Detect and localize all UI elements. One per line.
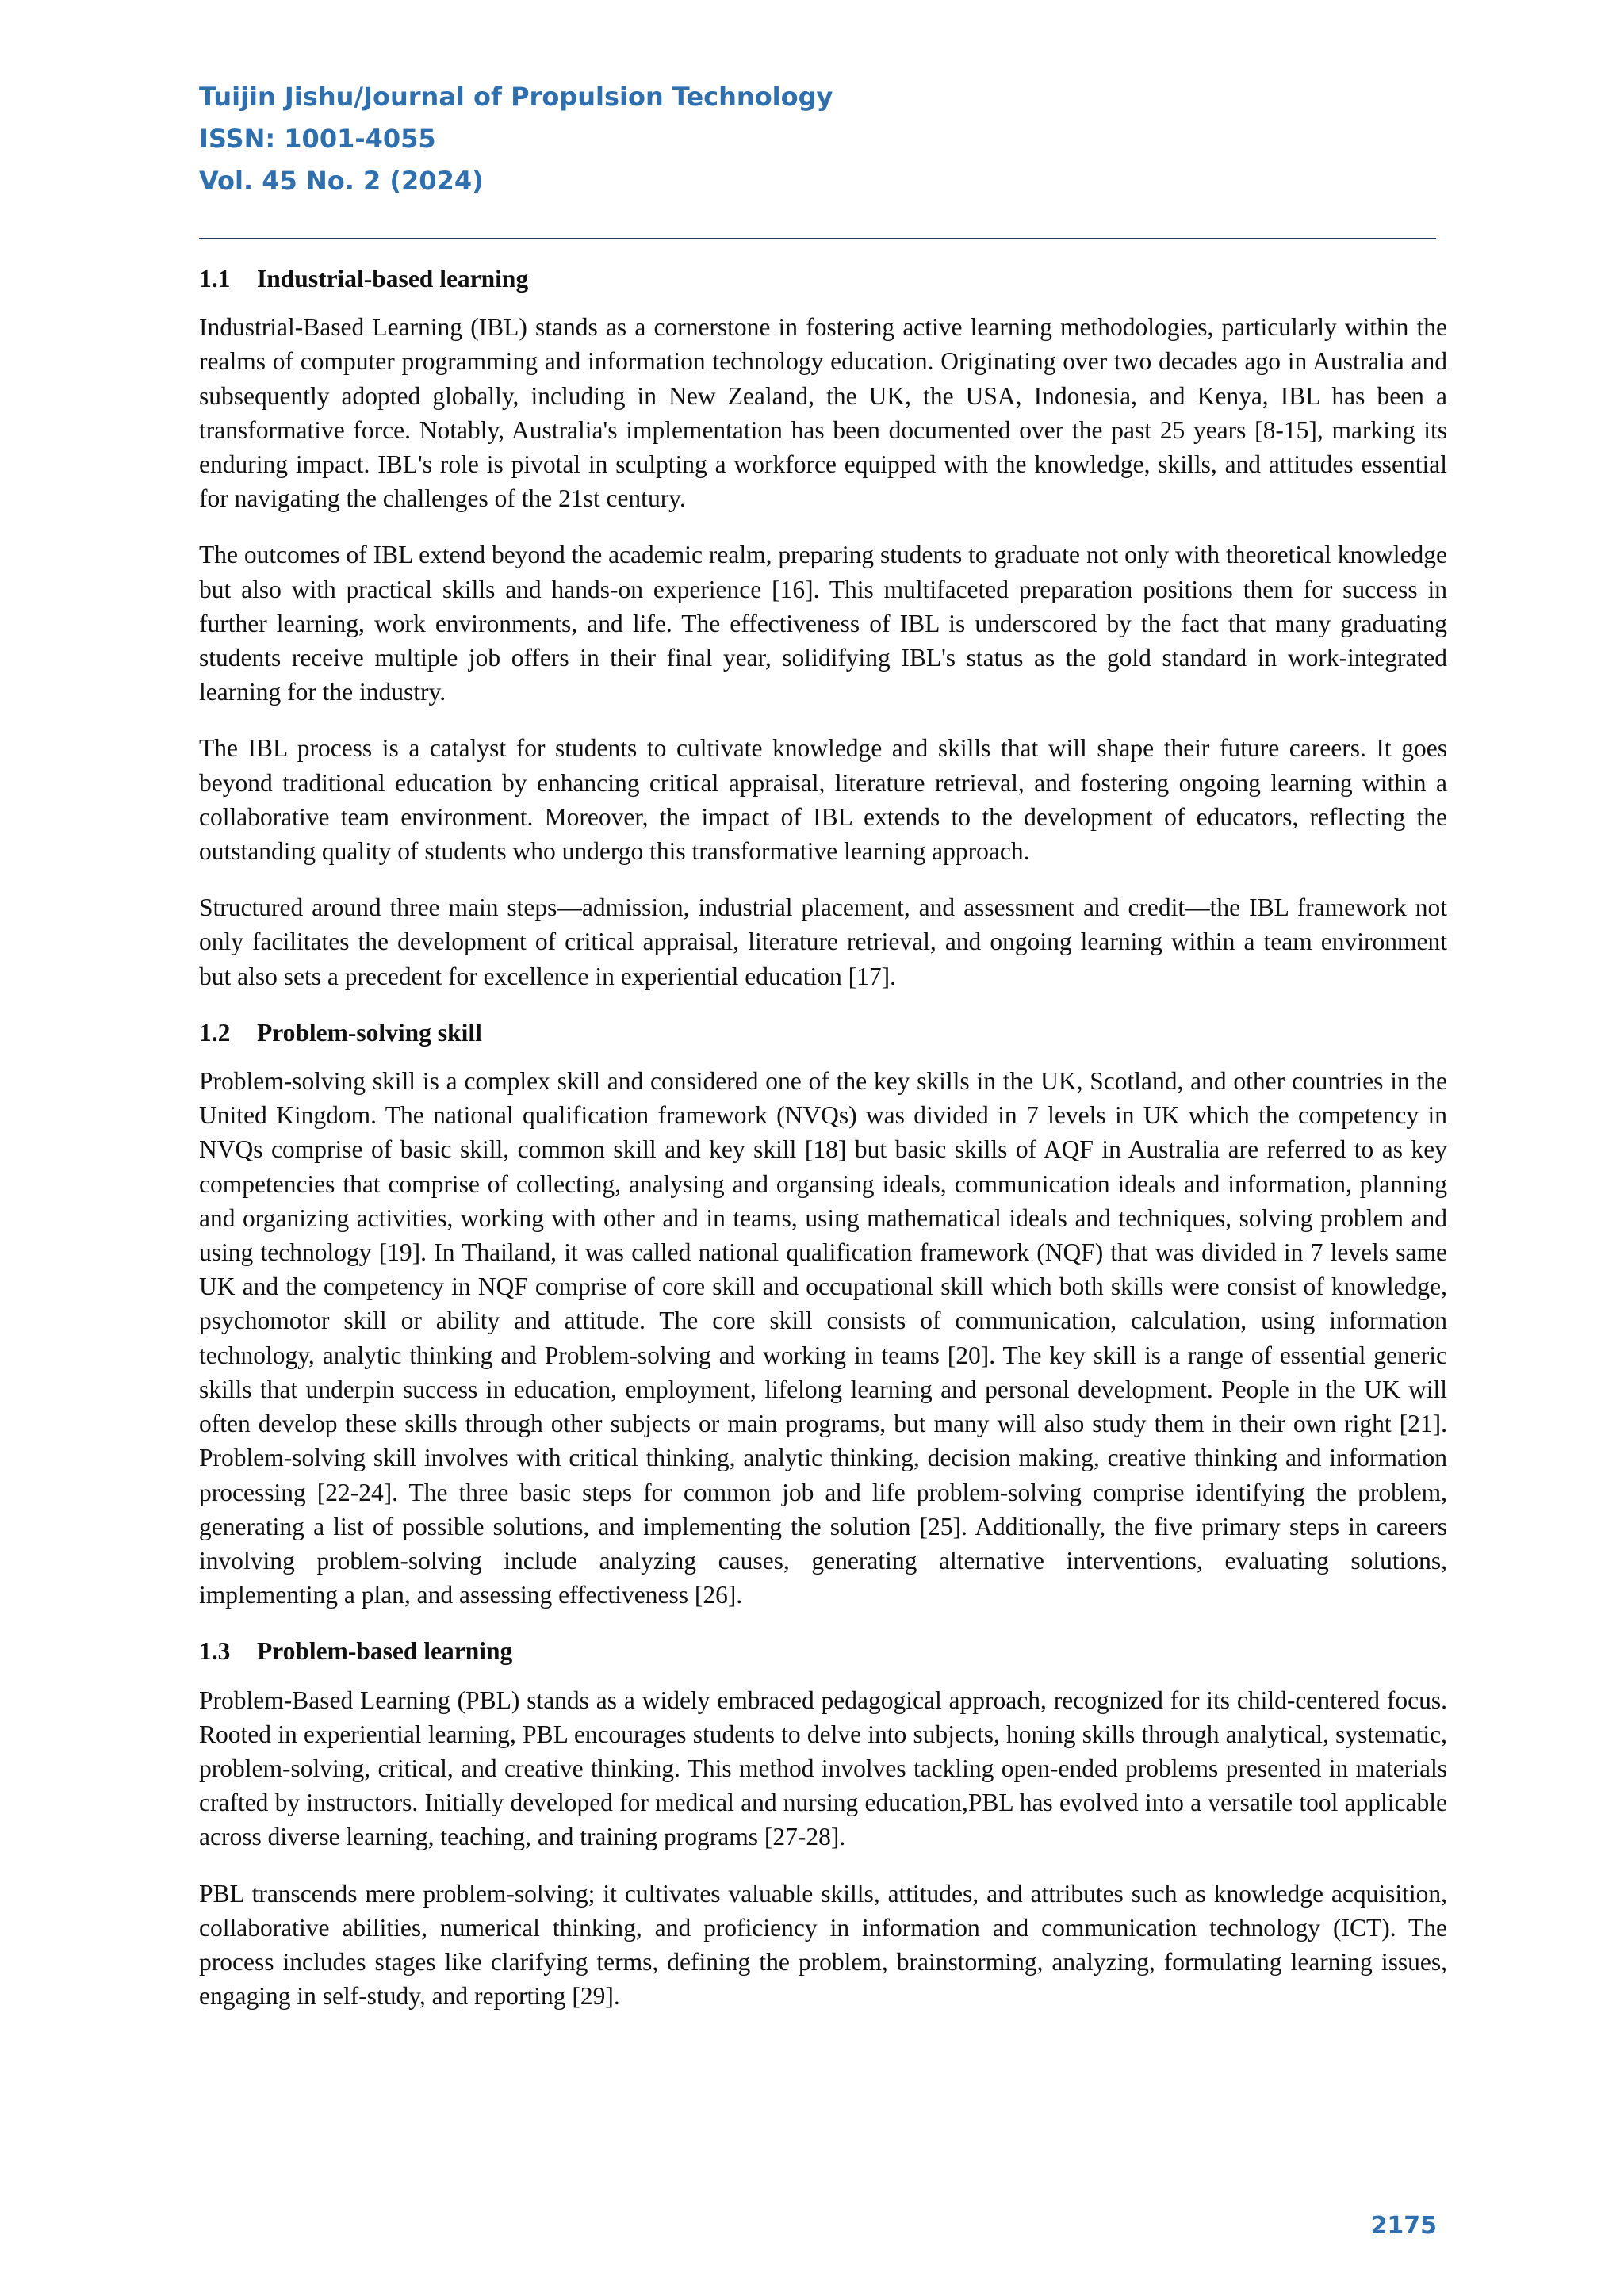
paragraph: PBL transcends mere problem-solving; it cultivates valuable skills, attitudes, and attributes such as knowledge acquisition, collaborative abilities, numerical thinking, and proficiency in information and communication technology (ICT). The process includes stages like clarifying terms, defining the problem, brainstorming, analyzing, formulating learning issues, engaging in self-study, and reporting [29]. — [199, 1879, 1447, 2011]
section-number: 1.1 — [199, 265, 231, 293]
page-number: 2175 — [1370, 2212, 1437, 2240]
journal-volume: Vol. 45 No. 2 (2024) — [199, 166, 484, 196]
section-title: Industrial-based learning — [257, 265, 529, 293]
section-title: Problem-solving skill — [257, 1018, 482, 1047]
header-divider — [199, 238, 1436, 239]
section-number: 1.3 — [199, 1637, 231, 1666]
article-body — [199, 262, 1447, 2035]
journal-title: Tuijin Jishu/Journal of Propulsion Technology — [199, 82, 833, 112]
section-heading-1-1 — [199, 262, 1447, 296]
paragraph: Industrial-Based Learning (IBL) stands as a cornerstone in fostering active learning methodologies, particularly within the realms of computer programming and information technology education. Originating over two decades ago in Australia and subsequently adopted globally, including in New Zealand, the UK, the USA, Indonesia, and Kenya, IBL has been a transformative force. Notably, Australia's implementation has been documented over the past 25 years [8-15], marking its enduring impact. IBL's role is pivotal in sculpting a workforce equipped with the knowledge, skills, and attitudes essential for navigating the challenges of the 21st century. — [199, 313, 1447, 513]
journal-header — [199, 76, 1436, 202]
paragraph: Structured around three main steps—admission, industrial placement, and assessment and credit—the IBL framework not only facilitates the development of critical appraisal, literature retrieval, and ongoing learning within a team environment but also sets a precedent for excellence in experiential education [17]. — [199, 894, 1447, 990]
section-number: 1.2 — [199, 1018, 231, 1047]
paragraph: The outcomes of IBL extend beyond the academic realm, preparing students to graduate not only with theoretical knowledge but also with practical skills and hands-on experience [16]. This multifaceted preparation positions them for success in further learning, work environments, and life. The effectiveness of IBL is underscored by the fact that many graduating students receive multiple job offers in their final year, solidifying IBL's status as the gold standard in work-integrated learning for the industry. — [199, 541, 1447, 706]
section-heading-1-3 — [199, 1634, 1447, 1668]
paragraph: Problem-Based Learning (PBL) stands as a widely embraced pedagogical approach, recognized for its child-centered focus. Rooted in experiential learning, PBL encourages students to delve into subjects, honing skills through analytical, systematic, problem-solving, critical, and creative thinking. This method involves tackling open-ended problems presented in materials crafted by instructors. Initially developed for medical and nursing education,PBL has evolved into a versatile tool applicable across diverse learning, teaching, and training programs [27-28]. — [199, 1686, 1447, 1851]
paragraph: The IBL process is a catalyst for students to cultivate knowledge and skills that will shape their future careers. It goes beyond traditional education by enhancing critical appraisal, literature retrieval, and fostering ongoing learning within a collaborative team environment. Moreover, the impact of IBL extends to the development of educators, reflecting the outstanding quality of students who undergo this transformative learning approach. — [199, 734, 1447, 866]
journal-issn: ISSN: 1001-4055 — [199, 124, 436, 154]
paragraph: Problem-solving skill is a complex skill and considered one of the key skills in the UK, Scotland, and other countries in the United Kingdom. The national qualification framework (NVQs) was divided in 7 levels in UK which the competency in NVQs comprise of basic skill, common skill and key skill [18] but basic skills of AQF in Australia are referred to as key competencies that comprise of collecting, analysing and organsing ideals, communication ideals and information, planning and organizing activities, working with other and in teams, using mathematical ideals and techniques, solving problem and using technology [19]. In Thailand, it was called national qualification framework (NQF) that was divided in 7 levels same UK and the competency in NQF comprise of core skill and occupational skill which both skills were consist of knowledge, psychomotor skill or ability and attitude. The core skill consists of communication, calculation, using information technology, analytic thinking and Problem-solving and working in teams [20]. The key skill is a range of essential generic skills that underpin success in education, employment, lifelong learning and personal development. People in the UK will often develop these skills through other subjects or main programs, but many will also study them in their own right [21]. Problem-solving skill involves with critical thinking, analytic thinking, decision making, creative thinking and information processing [22-24]. The three basic steps for common job and life problem-solving comprise identifying the problem, generating a list of possible solutions, and implementing the solution [25]. Additionally, the five primary steps in careers involving problem-solving include analyzing causes, generating alternative interventions, evaluating solutions, implementing a plan, and assessing effectiveness [26]. — [199, 1067, 1447, 1609]
section-heading-1-2 — [199, 1016, 1447, 1050]
section-title: Problem-based learning — [257, 1637, 513, 1666]
